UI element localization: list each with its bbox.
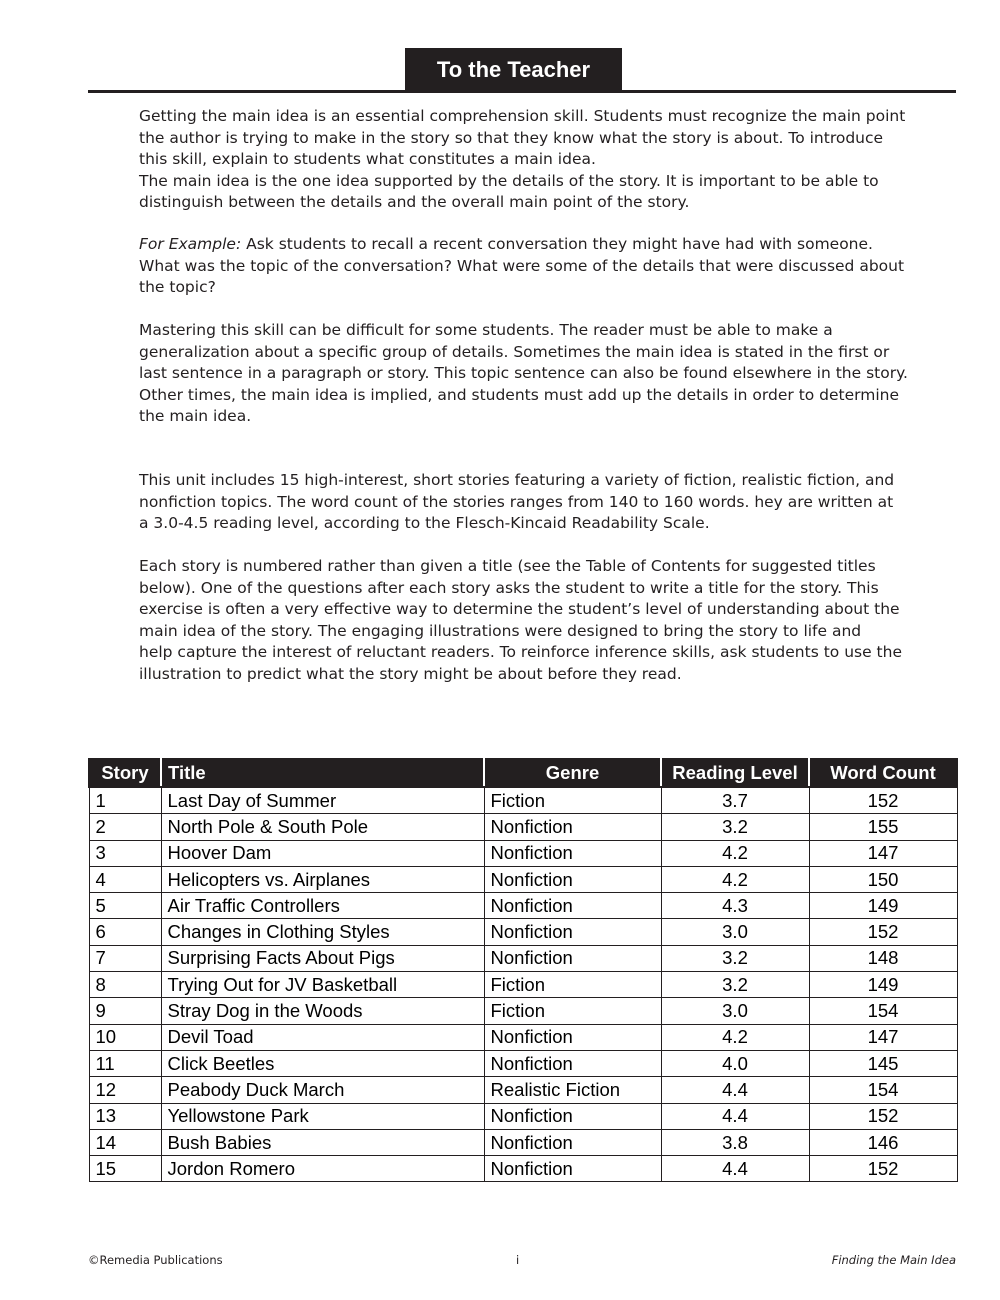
cell-title: North Pole & South Pole xyxy=(161,814,484,840)
cell-title: Yellowstone Park xyxy=(161,1103,484,1129)
table-body xyxy=(89,787,957,1182)
cell-genre: Nonfiction xyxy=(484,1156,661,1182)
cell-reading-level: 3.7 xyxy=(661,787,809,814)
table-row xyxy=(89,840,957,866)
example-text: Ask students to recall a recent conversation they might have had with someone. xyxy=(246,235,873,253)
text-line: What was the topic of the conversation? What were some of the details that were discussed about xyxy=(139,256,905,275)
intro-paragraph xyxy=(139,106,919,214)
table-row xyxy=(89,919,957,945)
cell-word-count: 152 xyxy=(809,1156,957,1182)
footer-page-number: i xyxy=(516,1253,520,1267)
cell-title: Devil Toad xyxy=(161,1024,484,1050)
cell-story: 7 xyxy=(89,945,161,971)
title-rule xyxy=(88,90,956,93)
text-line: nonfiction topics. The word count of the stories ranges from 140 to 160 words. hey are written at xyxy=(139,492,894,511)
cell-word-count: 154 xyxy=(809,998,957,1024)
cell-genre: Nonfiction xyxy=(484,1050,661,1076)
header-title: Title xyxy=(161,759,484,787)
cell-genre: Nonfiction xyxy=(484,840,661,866)
mastering-paragraph xyxy=(139,320,919,428)
cell-title: Click Beetles xyxy=(161,1050,484,1076)
cell-story: 10 xyxy=(89,1024,161,1050)
cell-genre: Fiction xyxy=(484,972,661,998)
table-row xyxy=(89,998,957,1024)
header-story: Story xyxy=(89,759,161,787)
cell-word-count: 146 xyxy=(809,1129,957,1155)
cell-reading-level: 4.0 xyxy=(661,1050,809,1076)
cell-story: 14 xyxy=(89,1129,161,1155)
example-paragraph xyxy=(139,234,919,299)
text-line: Other times, the main idea is implied, and students must add up the details in order to determine xyxy=(139,385,900,404)
cell-title: Air Traffic Controllers xyxy=(161,893,484,919)
example-label: For Example: xyxy=(139,235,242,253)
cell-word-count: 155 xyxy=(809,814,957,840)
cell-word-count: 147 xyxy=(809,1024,957,1050)
text-line: the main idea. xyxy=(139,407,252,426)
table-header-row xyxy=(89,759,957,787)
text-line: This unit includes 15 high-interest, short stories featuring a variety of fiction, realistic fiction, and xyxy=(139,471,895,489)
cell-story: 8 xyxy=(89,972,161,998)
cell-genre: Nonfiction xyxy=(484,814,661,840)
cell-title: Surprising Facts About Pigs xyxy=(161,945,484,971)
cell-reading-level: 4.4 xyxy=(661,1103,809,1129)
table-row xyxy=(89,1077,957,1103)
header-word-count: Word Count xyxy=(809,759,957,787)
cell-word-count: 149 xyxy=(809,893,957,919)
cell-word-count: 154 xyxy=(809,1077,957,1103)
cell-story: 6 xyxy=(89,919,161,945)
cell-story: 15 xyxy=(89,1156,161,1182)
cell-word-count: 152 xyxy=(809,919,957,945)
cell-story: 3 xyxy=(89,840,161,866)
cell-story: 9 xyxy=(89,998,161,1024)
cell-genre: Nonfiction xyxy=(484,1129,661,1155)
cell-title: Stray Dog in the Woods xyxy=(161,998,484,1024)
table-row xyxy=(89,1050,957,1076)
footer-publisher: ©Remedia Publications xyxy=(88,1253,223,1267)
text-line: exercise is often a very effective way to determine the student’s level of understanding about the xyxy=(139,600,900,619)
text-line: main idea of the story. The engaging illustrations were designed to bring the story to life and xyxy=(139,621,862,640)
cell-reading-level: 3.2 xyxy=(661,972,809,998)
cell-word-count: 150 xyxy=(809,866,957,892)
cell-genre: Nonfiction xyxy=(484,893,661,919)
text-line: distinguish between the details and the overall main point of the story. xyxy=(139,193,690,212)
page-title xyxy=(405,48,622,92)
table-row xyxy=(89,787,957,814)
table-row xyxy=(89,893,957,919)
text-line: help capture the interest of reluctant readers. To reinforce inference skills, ask students to use the xyxy=(139,643,902,662)
cell-word-count: 147 xyxy=(809,840,957,866)
cell-word-count: 152 xyxy=(809,1103,957,1129)
cell-title: Bush Babies xyxy=(161,1129,484,1155)
text-line: the author is trying to make in the story so that they know what the story is about. To introduce xyxy=(139,128,884,147)
cell-genre: Nonfiction xyxy=(484,1024,661,1050)
text-line: a 3.0-4.5 reading level, according to the Flesch-Kincaid Readability Scale. xyxy=(139,514,710,533)
text-line: the topic? xyxy=(139,278,216,297)
unit-paragraph xyxy=(139,470,919,535)
text-line: generalization about a specific group of details. Sometimes the main idea is stated in the first or xyxy=(139,342,890,361)
cell-title: Peabody Duck March xyxy=(161,1077,484,1103)
cell-story: 13 xyxy=(89,1103,161,1129)
cell-reading-level: 3.2 xyxy=(661,945,809,971)
cell-word-count: 148 xyxy=(809,945,957,971)
page-title-text: To the Teacher xyxy=(436,57,591,82)
text-line: Each story is numbered rather than given a title (see the Table of Contents for suggested titles xyxy=(139,557,876,575)
cell-title: Last Day of Summer xyxy=(161,787,484,814)
stories-table xyxy=(88,758,958,1182)
text-line: Mastering this skill can be difficult for some students. The reader must be able to make a xyxy=(139,321,833,339)
cell-story: 1 xyxy=(89,787,161,814)
cell-reading-level: 4.2 xyxy=(661,866,809,892)
text-line xyxy=(139,234,919,256)
table-row xyxy=(89,1129,957,1155)
footer-book-title: Finding the Main Idea xyxy=(831,1253,956,1267)
cell-story: 4 xyxy=(89,866,161,892)
cell-genre: Nonfiction xyxy=(484,1103,661,1129)
text-line: this skill, explain to students what constitutes a main idea. xyxy=(139,150,596,169)
table-row xyxy=(89,1103,957,1129)
numbering-paragraph xyxy=(139,556,919,686)
cell-story: 11 xyxy=(89,1050,161,1076)
cell-title: Trying Out for JV Basketball xyxy=(161,972,484,998)
cell-word-count: 152 xyxy=(809,787,957,814)
cell-reading-level: 3.0 xyxy=(661,998,809,1024)
cell-title: Hoover Dam xyxy=(161,840,484,866)
table-row xyxy=(89,866,957,892)
cell-word-count: 145 xyxy=(809,1050,957,1076)
cell-reading-level: 4.2 xyxy=(661,1024,809,1050)
cell-title: Helicopters vs. Airplanes xyxy=(161,866,484,892)
cell-story: 2 xyxy=(89,814,161,840)
text-line: below). One of the questions after each story asks the student to write a title for the story. This xyxy=(139,578,879,597)
text-line: Getting the main idea is an essential comprehension skill. Students must recognize the main point xyxy=(139,107,906,125)
text-line: The main idea is the one idea supported by the details of the story. It is important to be able to xyxy=(139,171,879,190)
cell-genre: Realistic Fiction xyxy=(484,1077,661,1103)
table-row xyxy=(89,972,957,998)
cell-story: 12 xyxy=(89,1077,161,1103)
cell-genre: Nonfiction xyxy=(484,945,661,971)
cell-reading-level: 3.0 xyxy=(661,919,809,945)
header-genre: Genre xyxy=(484,759,661,787)
cell-reading-level: 4.2 xyxy=(661,840,809,866)
cell-genre: Nonfiction xyxy=(484,919,661,945)
cell-reading-level: 4.3 xyxy=(661,893,809,919)
cell-reading-level: 4.4 xyxy=(661,1156,809,1182)
cell-reading-level: 3.8 xyxy=(661,1129,809,1155)
table-row xyxy=(89,1024,957,1050)
cell-genre: Nonfiction xyxy=(484,866,661,892)
cell-story: 5 xyxy=(89,893,161,919)
table-row xyxy=(89,945,957,971)
cell-reading-level: 3.2 xyxy=(661,814,809,840)
table-row xyxy=(89,1156,957,1182)
header-reading-level: Reading Level xyxy=(661,759,809,787)
text-line: last sentence in a paragraph or story. This topic sentence can also be found elsewhere in the story. xyxy=(139,364,908,383)
cell-genre: Fiction xyxy=(484,998,661,1024)
cell-reading-level: 4.4 xyxy=(661,1077,809,1103)
cell-title: Changes in Clothing Styles xyxy=(161,919,484,945)
table-row xyxy=(89,814,957,840)
cell-title: Jordon Romero xyxy=(161,1156,484,1182)
cell-word-count: 149 xyxy=(809,972,957,998)
text-line: illustration to predict what the story might be about before they read. xyxy=(139,664,682,683)
cell-genre: Fiction xyxy=(484,787,661,814)
